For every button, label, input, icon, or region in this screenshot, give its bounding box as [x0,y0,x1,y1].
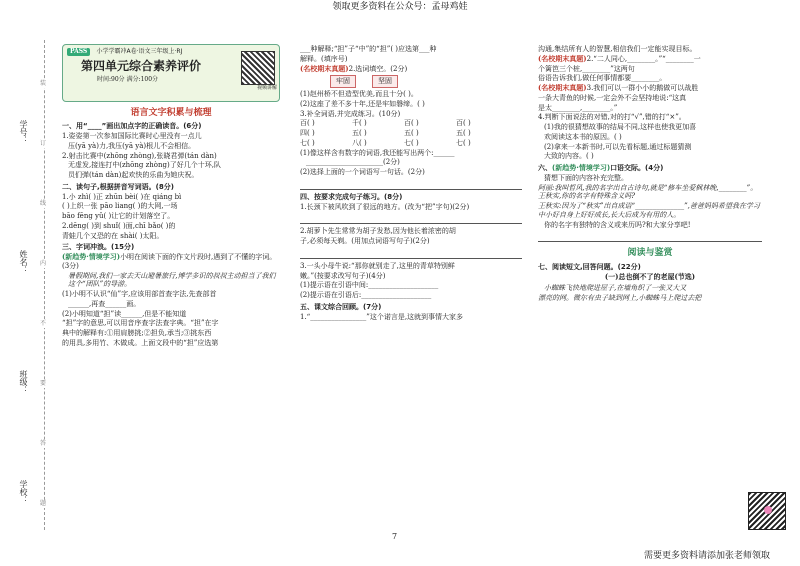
section-6-number: 六、 [538,164,552,172]
idiom-cell[interactable]: 百( ) [404,119,419,128]
text-line: 俗语告诉我们,做任何事情都要________。 [538,74,667,83]
section-7-title: 七、阅读短文,回答问题。(22分) [538,262,641,271]
page-number: 7 [392,532,398,541]
qr-label: 视频讲解 [256,85,277,91]
section-6-title: 口语交际。(4分) [610,164,664,172]
text-line: (1)赵州桥不但造型优美,而且十分( )。 [300,90,418,98]
idiom-row [300,129,522,138]
text-line: ______,再查______画。 [68,299,141,308]
text-line: 猜想下面的内容补充完整。 [544,173,628,182]
text-line: (1)提示语在引语中间:____________________ [300,281,439,290]
text-line: 2.dēng( )到 shuǐ( )面,chī bǎo( )的 [62,221,176,230]
text-line: 嫩。”(按要求改写句子)(4分) [300,271,386,280]
dialog-line: 阿丽:我叫哲风,我的名字出自古诗句,就是“修车坐爱枫林晚,________”。王秋实,你的名字有特殊含义吗? [538,183,758,201]
text-line: 1.“________________”这个诺言是,这就到事情大家多 [300,312,464,321]
exam-tag: (名校期末真题) [538,53,587,63]
text-line: (2)这座了差不多十年,还是牢如磐缔。( ) [300,99,425,108]
idiom-cell[interactable]: 千( ) [352,119,367,128]
section-title-language: 语言文字积累与梳理 [130,108,212,118]
gutter-mark: 内 [40,260,47,267]
gutter-mark: 线 [40,200,47,207]
avatar [764,506,772,514]
section-5-title: 五、课文综合回顾。(7分) [300,302,382,311]
idiom-cell[interactable]: 七( ) [404,138,419,147]
exam-meta: 时间:90分 满分:100分 [97,75,159,83]
binding-gutter [0,40,60,540]
text-line: 1.长颈下被风吹到了很远的地方。(改为“把”字句)(2分) [300,202,470,211]
text-line: 你的名字有独特的含义或来历吗?和大家分享吧! [544,220,691,229]
gutter-mark: 答 [40,440,47,447]
section-title-reading: 阅读与鉴赏 [627,248,673,259]
text-line: (2)选择上面的一个词语写一句话。(2分) [300,168,425,176]
student-name-label: 姓名： [19,250,28,274]
text-line: (2)提示语在引语后:____________________ [300,291,432,299]
trend-tag: (新趋势·情境学习) [552,164,611,172]
word-box: 坚固 [372,75,398,88]
student-number-label: 学号： [19,120,28,144]
text-line: (1)我的很猜想故事的结局不同,这样也使我更加喜 [544,123,697,131]
idiom-cell[interactable]: 七( ) [456,138,471,147]
answer-line[interactable] [300,214,522,224]
cut-line [44,40,45,530]
idiom-row [300,119,522,128]
idiom-cell[interactable]: 百( ) [300,119,315,128]
text-line: 2.胡萝卜先生常常为胡子发愁,因为他长着浓密的胡 [300,227,456,236]
text-line: (1)小明不认识“仙”字,应该用部首查字法,先查部首 [62,290,217,298]
gutter-mark: 要 [40,380,47,387]
qr-code-icon[interactable] [241,51,275,85]
text-line: 3.补全词语,并完成练习。(10分) [300,109,401,118]
school-label: 学校： [19,480,28,504]
top-banner: 领取更多资料在公众号：孟母鸡娃 [332,2,468,12]
text-line: 一条大青鱼的时候,一定会外不会坚持地说:“这真 [538,93,687,102]
word-box: 牢固 [330,75,356,88]
text-line: 欢阅读这本书的原因。( ) [544,132,622,141]
article-title: (一)总也倒不了的老屋(节选) [604,272,696,282]
text-line: (1)像这样含有数字的词语,我还能写出两个:______ [300,148,455,157]
column-1 [62,44,280,349]
question-1-title: 一、用“____”画出加点字的正确读音。(6分) [62,122,202,131]
idiom-cell[interactable]: 八( ) [352,138,367,147]
text-line: 2.射击比赛中(zhōng zhòng),张晓君弹(tán dàn) [62,151,217,160]
exam-tag: (名校期末真题) [538,83,587,92]
question-3-title: 三、字词冲浪。(15分) [62,243,135,252]
exam-tag: (名校期末真题) [300,63,349,73]
idiom-cell[interactable]: 五( ) [404,129,419,137]
text-line: 2.“二人同心,________。”“________一 [586,54,701,63]
idiom-row [300,139,522,148]
column-3 [538,44,762,304]
gutter-mark: 装 [40,80,47,87]
text-line: ( )上织一张 pāo liang( )的大网,一场 [62,202,178,211]
idiom-cell[interactable]: 五( ) [352,129,367,137]
class-label: 班级： [19,370,28,394]
column-2 [300,44,522,322]
page-title: 第四单元综合素养评价 [81,58,202,73]
text-line: 子,必须每天剃。(用加点词语写句子)(2分) [300,237,430,245]
section-4-title: 四、按要求完成句子练习。(8分) [300,192,403,201]
text-line: 1.小 zhì( )正 zhūn bèi( )在 qiáng bì [62,192,182,201]
gutter-mark: 订 [40,140,47,147]
text-line: (2)小明知道“担”读______,但是不能知道 [62,309,187,318]
text-line: 员们弹(tán dàn)起欢快的乐曲为她庆祝。 [68,171,199,179]
idiom-cell[interactable]: 七( ) [300,138,315,147]
pass-badge: PASS [67,48,90,56]
text-line: 沟通,集结所有人的智慧,相信我们一定能实现目标。 [538,45,697,53]
text-line: 压(yā yà)力,我压(yā yà)根儿不会相信。 [68,141,196,150]
answer-line[interactable] [538,232,762,242]
text-line: 青蛙几个又恐的在 shài( )太阳。 [62,231,164,240]
text-line: 大致的内容。( ) [544,152,594,161]
idiom-cell[interactable]: 五( ) [456,129,471,137]
idiom-cell[interactable]: 百( ) [456,119,471,128]
text-line: 解释。(填序号) [300,54,348,63]
text-line: ___种解释;“担”子“中”的“担”( )应选第___种 [300,45,437,53]
text-line: 3.我们可以一群小小的鹅做可以战胜 [586,84,699,92]
text-line: 4.判断下面说法的对错,对的打“√”,错的打“×”。 [538,113,686,122]
text-line: 典中的解释有:①用肩膀挑;②担负,承当;③挑东西 [62,329,212,337]
dialog-line: 王秋实:因为了“秋实”出自成语“______________”,爸爸妈妈希望我在学习中小好自身上好好成长,长大后成为有用的人。 [538,202,760,219]
article-line: 小蜘蛛飞快地爬进屋子,在墙角织了一张又大又 [544,284,687,292]
article-line: 漂亮的网。微尔有虫子缺到网上,小蜘蛛马上爬过去把 [538,293,702,302]
trend-tag: (新趋势·情境学习) [62,252,121,261]
question-2-title: 二、读句子,根据拼音写词语。(8分) [62,182,174,191]
text-line: 的用具,多用竹、木做成。上面文段中的“担”应选第 [62,338,219,347]
text-line: 3.一头小母牛说:“那你就别走了,这里的青草特别鲜 [300,261,455,270]
text-line: 无虚发,接连打中(zhōng zhòng)了好几个十环,队 [68,161,221,170]
answer-line[interactable] [300,249,522,259]
text-line: 2.选词填空。(2分) [348,64,408,73]
answer-line[interactable] [300,180,522,190]
text-line: 小明在阅读下面的作文片段时,遇到了不懂的字词。(3分) [62,253,277,270]
text-line: 是太________,________。” [538,103,618,112]
gutter-mark: 不 [40,320,47,327]
text-line: “担”字的意思,可以用音序查字法查字典。“担”在字 [62,319,219,328]
text-line: bāo fēng yǔ( )让它的计划落空了。 [62,212,175,220]
bottom-banner: 需要更多资料请添加张老师领取 [643,550,770,561]
text-line: (2)拿来一本新书时,可以先看标题,通过标题猜测 [544,142,692,151]
text-line: 个篱笆三个桩,________”这两句 [538,64,635,73]
series-title: 小学学霸冲A卷·语文三年级上·RJ [96,48,183,55]
word-choices [330,75,522,88]
gutter-mark: 题 [40,500,47,507]
passage: 暑假期间,我们一家去天山避暑旅行,博学多识的叔叔主动担当了我们这个“团队”的导游。 [68,271,276,289]
text-line: ______________________(2分) [306,158,400,167]
idiom-cell[interactable]: 四( ) [300,129,315,137]
text-line: 1.姿姿第一次参加国际比赛时心里没有一点儿 [62,132,202,140]
exam-header [62,44,280,102]
